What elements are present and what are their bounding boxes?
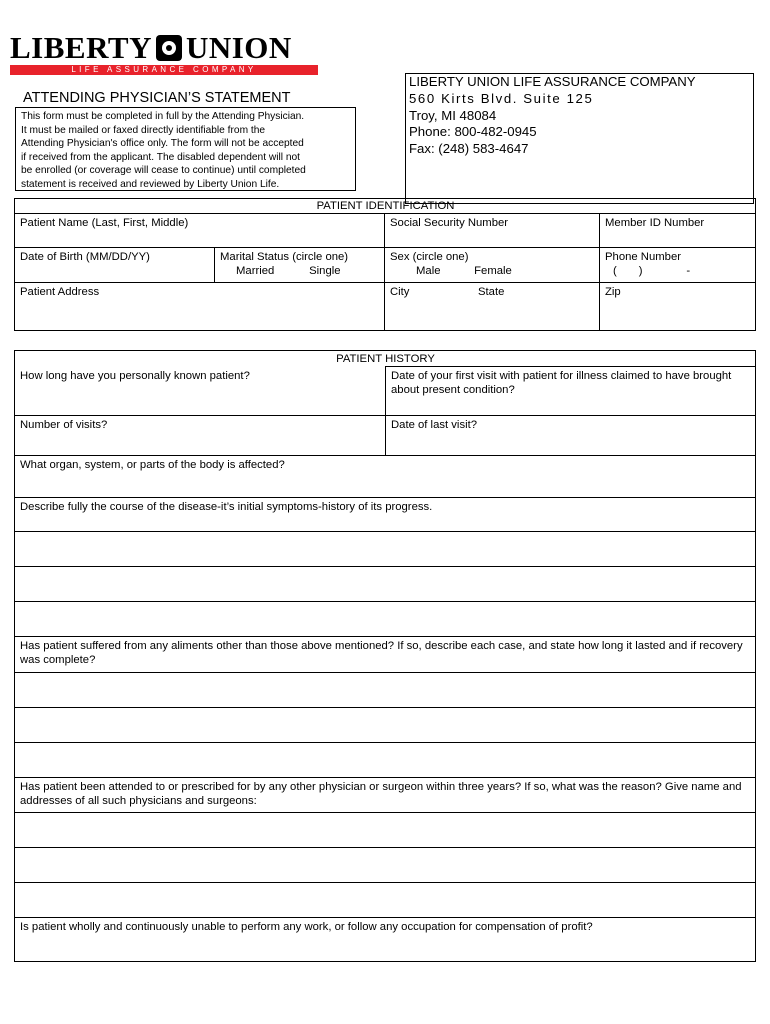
marital-status-field[interactable] (215, 248, 385, 283)
disease-course-line[interactable] (15, 602, 756, 637)
disease-course-line[interactable] (15, 532, 756, 567)
patient-history-heading: PATIENT HISTORY (15, 351, 756, 367)
member-id-field[interactable] (600, 214, 756, 248)
other-physician-field[interactable] (15, 778, 756, 813)
company-phone: Phone: 800-482-0945 (409, 124, 537, 140)
logo-word-union: UNION (185, 30, 292, 65)
zip-label: Zip (605, 286, 621, 298)
company-address-box (405, 73, 754, 204)
known-patient-field[interactable] (15, 367, 386, 416)
unable-to-work-field[interactable] (15, 918, 756, 962)
number-of-visits-question: Number of visits? (20, 419, 108, 431)
patient-identification-table (14, 198, 756, 331)
sex-label: Sex (circle one) (390, 251, 469, 263)
other-physician-line[interactable] (15, 883, 756, 918)
city-label: City (390, 286, 410, 298)
marital-option-single[interactable]: Single (309, 265, 341, 277)
disease-course-field[interactable] (15, 498, 756, 532)
instructions-notice (15, 107, 356, 191)
other-ailments-line[interactable] (15, 708, 756, 743)
company-street: 560 Kirts Blvd. Suite 125 (409, 90, 594, 106)
first-visit-field[interactable] (386, 367, 756, 416)
patient-address-field[interactable] (15, 283, 385, 331)
other-physician-line[interactable] (15, 848, 756, 883)
logo-wordmark (10, 32, 320, 63)
first-visit-question: Date of your first visit with patient for illness claimed to have brought about present condition? (391, 370, 732, 396)
logo-emblem-icon (156, 35, 182, 61)
notice-line: This form must be completed in full by the Attending Physician. (21, 111, 305, 122)
other-ailments-line[interactable] (15, 743, 756, 778)
unable-to-work-question: Is patient wholly and continuously unable to perform any work, or follow any occupation for compensation of profit? (20, 921, 593, 933)
company-logo (10, 32, 320, 75)
company-name: LIBERTY UNION LIFE ASSURANCE COMPANY (409, 74, 696, 89)
patient-identification-heading: PATIENT IDENTIFICATION (15, 199, 756, 214)
notice-line: statement is received and reviewed by Liberty Union Life. (21, 178, 280, 190)
other-ailments-line[interactable] (15, 673, 756, 708)
last-visit-question: Date of last visit? (391, 419, 478, 431)
notice-line: Attending Physician's office only. The form will not be accepted (21, 138, 304, 150)
phone-field[interactable] (600, 248, 756, 283)
patient-name-field[interactable] (15, 214, 385, 248)
company-fax: Fax: (248) 583-4647 (409, 141, 529, 157)
patient-history-table (14, 350, 756, 962)
dob-field[interactable] (15, 248, 215, 283)
notice-line: be enrolled (or coverage will cease to continue) until completed (21, 165, 306, 177)
other-ailments-field[interactable] (15, 637, 756, 673)
company-city: Troy, MI 48084 (409, 107, 497, 123)
other-ailments-question: Has patient suffered from any aliments other than those above mentioned? If so, describe each case, and state how long it lasted and if recovery was complete? (20, 640, 743, 666)
ssn-label: Social Security Number (390, 217, 509, 229)
ssn-field[interactable] (385, 214, 600, 248)
patient-name-label: Patient Name (Last, First, Middle) (20, 217, 189, 229)
marital-option-married[interactable]: Married (236, 265, 275, 277)
state-label: State (478, 286, 505, 298)
sex-field[interactable] (385, 248, 600, 283)
affected-organ-field[interactable] (15, 456, 756, 498)
number-of-visits-field[interactable] (15, 416, 386, 456)
phone-format: ( ) - (613, 265, 691, 277)
city-state-field[interactable] (385, 283, 600, 331)
other-physician-question: Has patient been attended to or prescribed for by any other physician or surgeon within three years? If so, what was the reason? Give name and addresses of all such physicians and surgeons: (20, 781, 742, 807)
disease-course-line[interactable] (15, 567, 756, 602)
logo-word-liberty: LIBERTY (10, 30, 152, 65)
patient-address-label: Patient Address (20, 286, 100, 298)
dob-label: Date of Birth (MM/DD/YY) (20, 251, 150, 263)
phone-label: Phone Number (605, 251, 681, 263)
notice-line: It must be mailed or faxed directly identifiable from the (21, 124, 266, 136)
sex-option-male[interactable]: Male (416, 265, 441, 277)
statement-title: ATTENDING PHYSICIAN’S STATEMENT (23, 90, 291, 106)
member-id-label: Member ID Number (605, 217, 705, 229)
logo-tagline: LIFE ASSURANCE COMPANY (10, 65, 318, 75)
zip-field[interactable] (600, 283, 756, 331)
marital-status-label: Marital Status (circle one) (220, 251, 349, 263)
sex-option-female[interactable]: Female (474, 265, 512, 277)
notice-line: if received from the applicant. The disabled dependent will not (21, 151, 301, 163)
affected-organ-question: What organ, system, or parts of the body is affected? (20, 459, 285, 471)
other-physician-line[interactable] (15, 813, 756, 848)
known-patient-question: How long have you personally known patient? (20, 369, 250, 382)
disease-course-question: Describe fully the course of the disease-it’s initial symptoms-history of its progress. (20, 501, 433, 513)
last-visit-field[interactable] (386, 416, 756, 456)
